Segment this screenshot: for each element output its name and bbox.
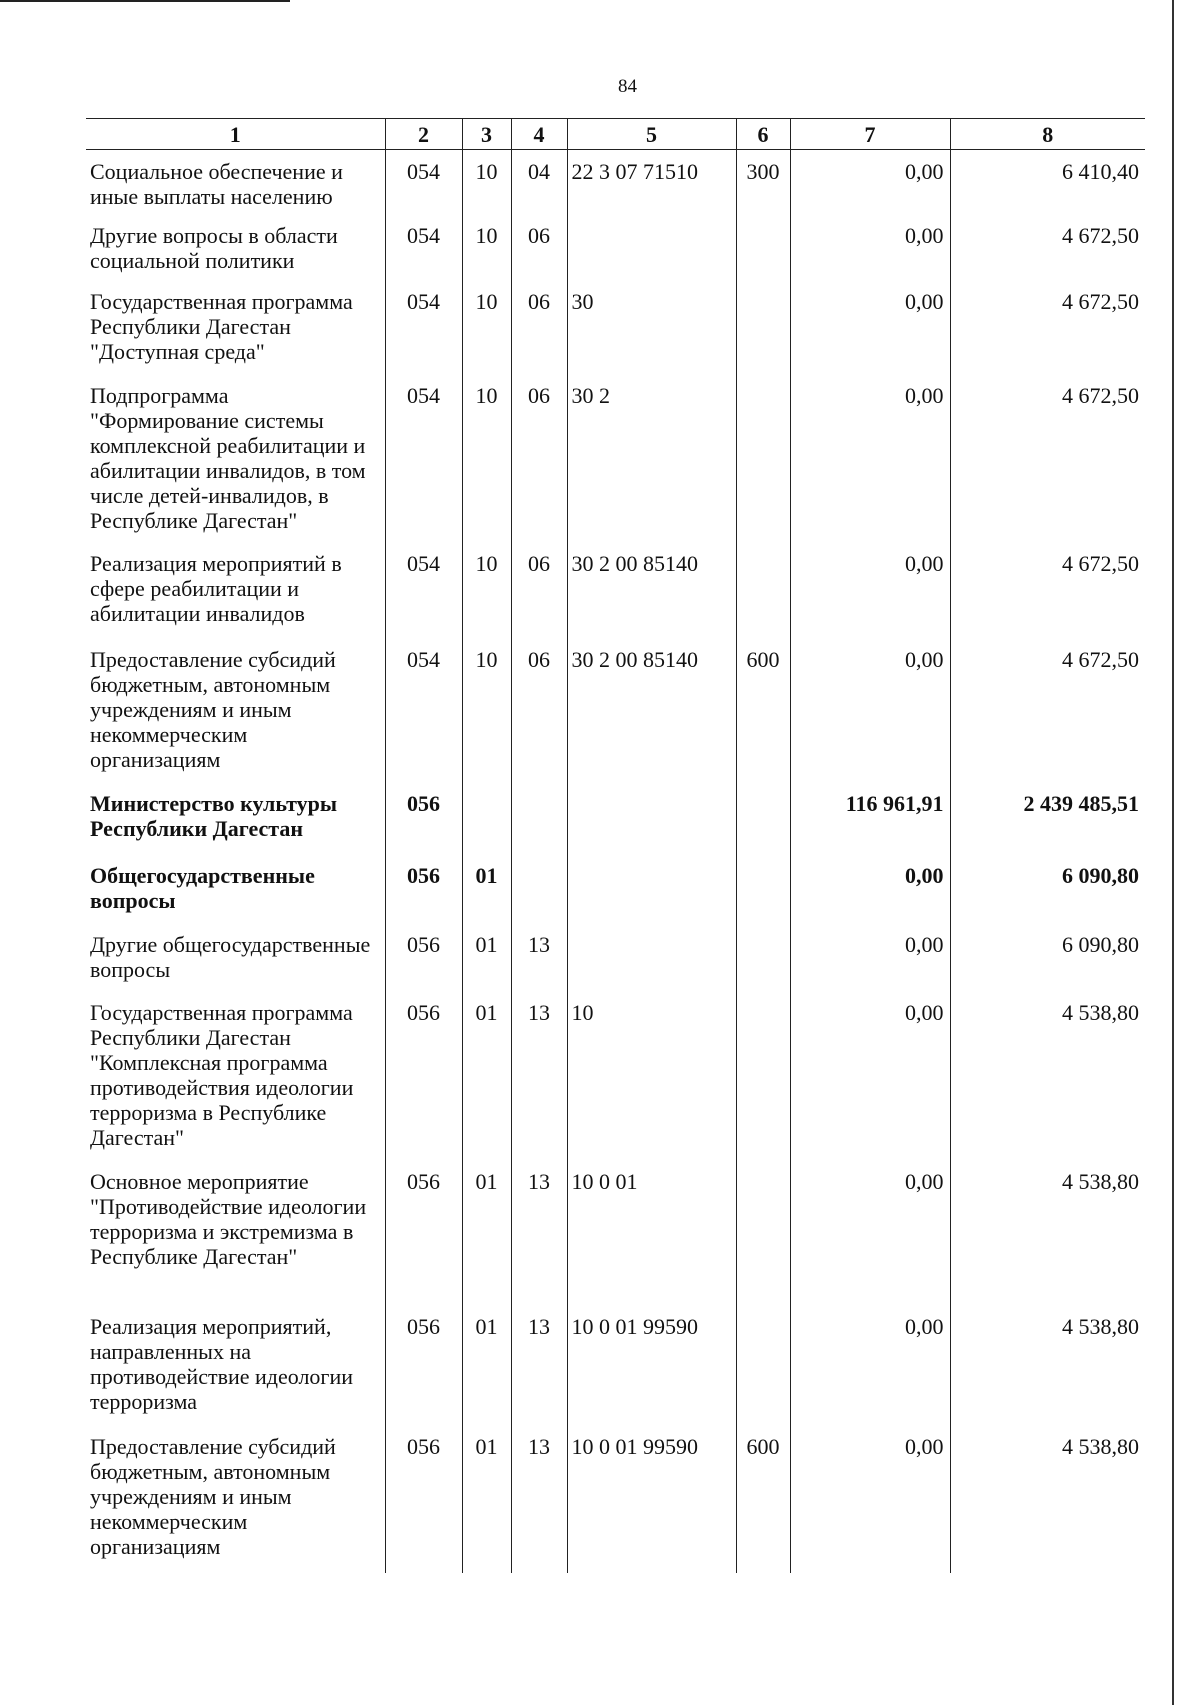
row-col2-cell: 056: [385, 1305, 462, 1425]
row-col8-cell: 2 439 485,51: [950, 782, 1145, 854]
table-row: [86, 542, 1145, 638]
row-col3-cell: 01: [462, 854, 511, 923]
table-header-row: [86, 119, 1145, 150]
row-col3-cell: 10: [462, 542, 511, 638]
row-col2-cell: 054: [385, 374, 462, 542]
row-col3-cell: 01: [462, 1305, 511, 1425]
table-row: [86, 1305, 1145, 1425]
column-header: 3: [462, 119, 511, 150]
row-col4-cell: 06: [511, 214, 567, 280]
filler-cell: [385, 1559, 462, 1573]
row-col7-cell: 0,00: [790, 638, 950, 782]
row-col6-cell: [736, 374, 790, 542]
row-name-cell: Предоставление субсидий бюджетным, автономным учреждениям и иным некоммерческим организациям: [90, 646, 336, 772]
table-body: [86, 150, 1145, 1573]
row-col5-cell: 10 0 01 99590: [567, 1425, 736, 1559]
row-col4-cell: 06: [511, 638, 567, 782]
row-col3-cell: 10: [462, 280, 511, 374]
column-header: 8: [950, 119, 1145, 150]
column-header: 2: [385, 119, 462, 150]
row-col7-cell: 0,00: [790, 374, 950, 542]
row-col6-cell: [736, 280, 790, 374]
row-col3-cell: [462, 782, 511, 854]
row-col4-cell: 13: [511, 1425, 567, 1559]
row-col2-cell: 054: [385, 542, 462, 638]
row-col2-cell: 056: [385, 991, 462, 1160]
row-col2-cell: 056: [385, 1160, 462, 1305]
row-col6-cell: [736, 854, 790, 923]
row-col5-cell: 10: [567, 991, 736, 1160]
row-col6-cell: [736, 542, 790, 638]
table-filler-row: [86, 1559, 1145, 1573]
row-col5-cell: 30 2 00 85140: [567, 638, 736, 782]
row-col5-cell: [567, 923, 736, 991]
row-col4-cell: 06: [511, 280, 567, 374]
row-col2-cell: 054: [385, 280, 462, 374]
row-col7-cell: 116 961,91: [790, 782, 950, 854]
filler-cell: [950, 1559, 1145, 1573]
row-name-cell: Реализация мероприятий в сфере реабилитации и абилитации инвалидов: [90, 550, 342, 626]
row-col2-cell: 056: [385, 1425, 462, 1559]
row-col6-cell: [736, 782, 790, 854]
row-col2-cell: 056: [385, 854, 462, 923]
row-col8-cell: 6 410,40: [950, 150, 1145, 214]
table-row: [86, 1160, 1145, 1305]
table-row: [86, 1425, 1145, 1559]
row-name-cell: Министерство культуры Республики Дагестан: [90, 790, 338, 841]
top-edge-rule: [0, 0, 290, 2]
row-col6-cell: [736, 991, 790, 1160]
filler-cell: [736, 1559, 790, 1573]
table-row: [86, 280, 1145, 374]
row-col4-cell: 06: [511, 374, 567, 542]
row-col3-cell: 01: [462, 1160, 511, 1305]
row-col6-cell: 600: [736, 638, 790, 782]
row-col5-cell: 30: [567, 280, 736, 374]
row-col7-cell: 0,00: [790, 542, 950, 638]
row-col3-cell: 01: [462, 1425, 511, 1559]
row-col6-cell: 300: [736, 150, 790, 214]
row-col6-cell: [736, 1305, 790, 1425]
row-col4-cell: 13: [511, 1160, 567, 1305]
row-col4-cell: 06: [511, 542, 567, 638]
row-col3-cell: 01: [462, 991, 511, 1160]
row-col4-cell: 13: [511, 923, 567, 991]
row-col5-cell: 30 2 00 85140: [567, 542, 736, 638]
row-col3-cell: 10: [462, 374, 511, 542]
column-header: 5: [567, 119, 736, 150]
row-name-cell: Предоставление субсидий бюджетным, автономным учреждениям и иным некоммерческим организациям: [90, 1433, 336, 1559]
row-col8-cell: 4 672,50: [950, 214, 1145, 280]
row-col8-cell: 4 538,80: [950, 1425, 1145, 1559]
row-col4-cell: [511, 854, 567, 923]
row-name-cell: Реализация мероприятий, направленных на противодействие идеологии терроризма: [90, 1313, 354, 1414]
row-col7-cell: 0,00: [790, 923, 950, 991]
row-col5-cell: [567, 854, 736, 923]
row-col2-cell: 056: [385, 923, 462, 991]
row-col2-cell: 054: [385, 638, 462, 782]
row-name-cell: Государственная программа Республики Дагестан "Комплексная программа противодействия идеологии терроризма в Республике Дагестан": [90, 999, 354, 1150]
row-col6-cell: [736, 923, 790, 991]
table-row: [86, 991, 1145, 1160]
page-number: 84: [618, 76, 637, 97]
row-col5-cell: [567, 214, 736, 280]
row-col6-cell: [736, 1160, 790, 1305]
row-col7-cell: 0,00: [790, 854, 950, 923]
row-col8-cell: 4 672,50: [950, 374, 1145, 542]
filler-cell: [86, 1559, 385, 1573]
table-row: [86, 150, 1145, 214]
row-col6-cell: 600: [736, 1425, 790, 1559]
row-name-cell: Основное мероприятие "Противодействие идеологии терроризма и экстремизма в Республике Дагестан": [90, 1168, 367, 1269]
row-name-cell: Общегосударственные вопросы: [90, 862, 315, 913]
row-col7-cell: 0,00: [790, 214, 950, 280]
row-col5-cell: [567, 782, 736, 854]
row-col5-cell: 22 3 07 71510: [567, 150, 736, 214]
column-header: 7: [790, 119, 950, 150]
row-col7-cell: 0,00: [790, 1425, 950, 1559]
filler-cell: [567, 1559, 736, 1573]
row-col5-cell: 10 0 01 99590: [567, 1305, 736, 1425]
table-row: [86, 854, 1145, 923]
row-name-cell: Подпрограмма "Формирование системы комплексной реабилитации и абилитации инвалидов, в том числе детей-инвалидов, в Республике Дагестан": [90, 382, 366, 533]
row-col7-cell: 0,00: [790, 1305, 950, 1425]
row-col3-cell: 10: [462, 150, 511, 214]
row-col7-cell: 0,00: [790, 1160, 950, 1305]
row-col3-cell: 01: [462, 923, 511, 991]
row-col4-cell: [511, 782, 567, 854]
filler-cell: [462, 1559, 511, 1573]
row-col2-cell: 054: [385, 150, 462, 214]
table-row: [86, 374, 1145, 542]
row-col8-cell: 4 672,50: [950, 638, 1145, 782]
row-name-cell: Государственная программа Республики Дагестан "Доступная среда": [90, 288, 353, 364]
row-col4-cell: 13: [511, 1305, 567, 1425]
row-col5-cell: 30 2: [567, 374, 736, 542]
table-row: [86, 782, 1145, 854]
budget-table: [86, 118, 1145, 1573]
right-edge-rule: [1172, 0, 1174, 1705]
row-col8-cell: 4 538,80: [950, 1160, 1145, 1305]
row-col7-cell: 0,00: [790, 991, 950, 1160]
row-col3-cell: 10: [462, 214, 511, 280]
row-col2-cell: 054: [385, 214, 462, 280]
column-header: 4: [511, 119, 567, 150]
row-col6-cell: [736, 214, 790, 280]
row-name-cell: Другие вопросы в области социальной политики: [90, 222, 338, 273]
row-name-cell: Социальное обеспечение и иные выплаты населению: [90, 159, 343, 209]
row-col8-cell: 4 538,80: [950, 1305, 1145, 1425]
column-header: 6: [736, 119, 790, 150]
row-col8-cell: 6 090,80: [950, 854, 1145, 923]
row-col7-cell: 0,00: [790, 280, 950, 374]
row-col3-cell: 10: [462, 638, 511, 782]
row-col7-cell: 0,00: [790, 150, 950, 214]
row-col8-cell: 4 672,50: [950, 542, 1145, 638]
filler-cell: [790, 1559, 950, 1573]
row-col2-cell: 056: [385, 782, 462, 854]
filler-cell: [511, 1559, 567, 1573]
row-name-cell: Другие общегосударственные вопросы: [90, 931, 371, 982]
row-col4-cell: 13: [511, 991, 567, 1160]
row-col4-cell: 04: [511, 150, 567, 214]
row-col5-cell: 10 0 01: [567, 1160, 736, 1305]
table-row: [86, 214, 1145, 280]
row-col8-cell: 4 672,50: [950, 280, 1145, 374]
table-row: [86, 923, 1145, 991]
table-row: [86, 638, 1145, 782]
row-col8-cell: 4 538,80: [950, 991, 1145, 1160]
row-col8-cell: 6 090,80: [950, 923, 1145, 991]
column-header: 1: [86, 119, 385, 150]
